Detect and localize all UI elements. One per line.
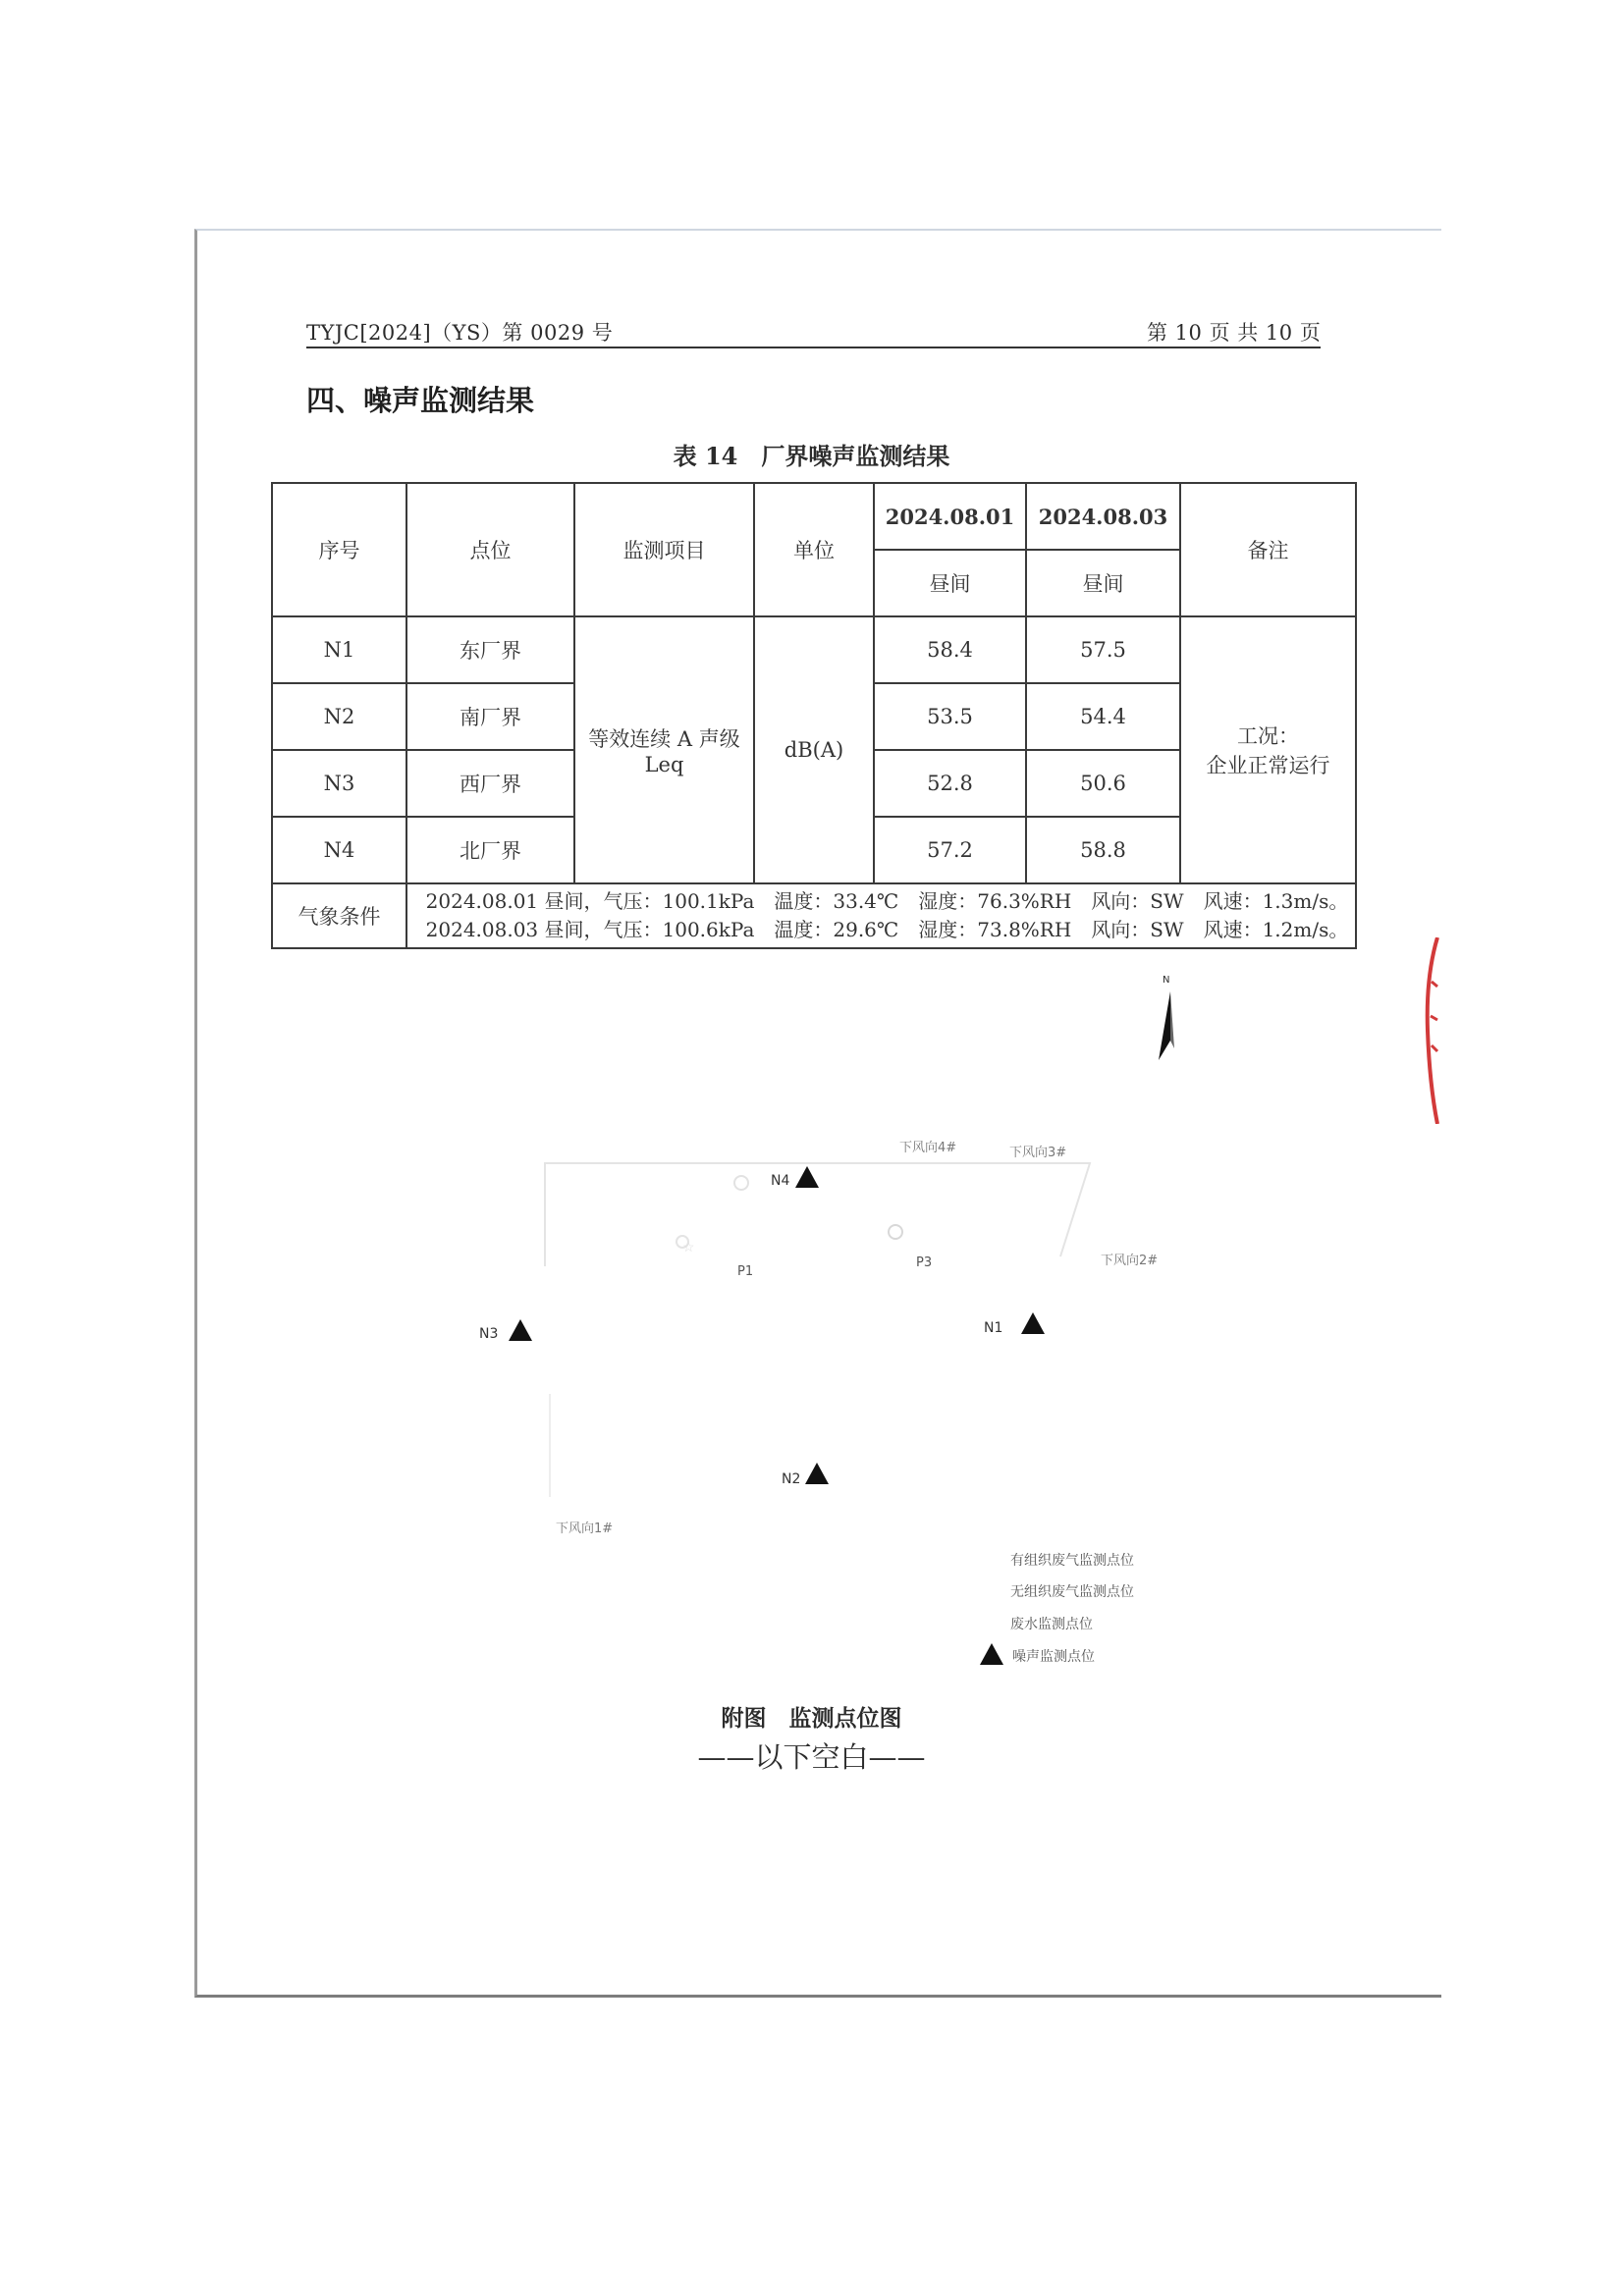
weather-label: 气象条件 [272, 883, 406, 948]
item-name: 等效连续 A 声级 [588, 727, 740, 751]
legend-unorganized-gas: 无组织废气监测点位 [1010, 1584, 1134, 1600]
col-header-point: 点位 [406, 483, 574, 616]
row-point: 东厂界 [406, 616, 574, 683]
row-value-2: 58.8 [1026, 817, 1180, 883]
table-caption: 表 14 厂界噪声监测结果 [673, 442, 950, 470]
col-header-remark: 备注 [1180, 483, 1356, 616]
north-arrow-icon [1149, 989, 1178, 1062]
blank-note: ——以下空白—— [697, 1740, 926, 1774]
row-no: N3 [272, 750, 406, 817]
row-point: 西厂界 [406, 750, 574, 817]
site-outline [535, 1148, 1100, 1512]
remark-text: 企业正常运行 [1206, 754, 1330, 777]
point-n4-label: N4 [771, 1173, 790, 1189]
row-value-1: 53.5 [874, 683, 1026, 750]
row-value-2: 54.4 [1026, 683, 1180, 750]
north-label: N [1163, 975, 1170, 986]
point-p1-label: P1 [737, 1264, 754, 1279]
noise-point-n1-icon [1021, 1312, 1045, 1334]
weather-line-2: 2024.08.03 昼间，气压：100.6kPa 温度：29.6℃ 湿度：73.8%RH 风向：SW 风速：1.2m/s。 [425, 918, 1349, 941]
col-header-item: 监测项目 [574, 483, 754, 616]
item-symbol: Leq [644, 753, 684, 776]
item-cell [574, 616, 754, 883]
row-point: 北厂界 [406, 817, 574, 883]
legend-noise: 噪声监测点位 [1012, 1649, 1095, 1665]
legend-organized-gas: 有组织废气监测点位 [1010, 1553, 1134, 1569]
point-n2-label: N2 [782, 1471, 801, 1487]
col-header-seq: 序号 [272, 483, 406, 616]
weather-cell [406, 883, 1356, 948]
row-value-1: 52.8 [874, 750, 1026, 817]
legend-noise-icon [980, 1643, 1003, 1665]
remark-label: 工况： [1237, 724, 1299, 748]
section-title: 四、噪声监测结果 [306, 384, 535, 417]
weather-line-1: 2024.08.01 昼间，气压：100.1kPa 温度：33.4℃ 湿度：76.3%RH 风向：SW 风速：1.3m/s。 [425, 889, 1349, 913]
point-p3-label: P3 [916, 1255, 933, 1270]
table-row [272, 616, 1356, 683]
legend-wastewater: 废水监测点位 [1010, 1617, 1093, 1632]
row-no: N1 [272, 616, 406, 683]
col-header-date-2: 2024.08.03 [1026, 483, 1180, 550]
col-header-date-1: 2024.08.01 [874, 483, 1026, 550]
header-rule [306, 347, 1321, 348]
noise-results-table [271, 482, 1357, 949]
figure-caption: 附图 监测点位图 [721, 1705, 902, 1732]
svg-text:☆: ☆ [682, 1240, 695, 1255]
col-header-period-1: 昼间 [874, 550, 1026, 616]
noise-point-n3-icon [509, 1319, 532, 1341]
row-value-1: 57.2 [874, 817, 1026, 883]
noise-point-n4-icon [795, 1166, 819, 1188]
seal-stamp-icon [1422, 937, 1439, 1124]
unit-cell: dB(A) [754, 616, 874, 883]
downwind-2-label: 下风向2# [1101, 1254, 1159, 1268]
row-value-1: 58.4 [874, 616, 1026, 683]
noise-point-n2-icon [805, 1463, 829, 1484]
downwind-3-label: 下风向3# [1009, 1146, 1067, 1160]
point-n3-label: N3 [479, 1326, 499, 1342]
row-point: 南厂界 [406, 683, 574, 750]
document-number: TYJC[2024]（YS）第 0029 号 [306, 321, 614, 345]
remark-cell [1180, 616, 1356, 883]
col-header-unit: 单位 [754, 483, 874, 616]
page-number: 第 10 页 共 10 页 [1147, 321, 1322, 345]
downwind-4-label: 下风向4# [899, 1141, 957, 1155]
row-value-2: 50.6 [1026, 750, 1180, 817]
downwind-1-label: 下风向1# [556, 1522, 614, 1536]
row-no: N4 [272, 817, 406, 883]
col-header-period-2: 昼间 [1026, 550, 1180, 616]
row-value-2: 57.5 [1026, 616, 1180, 683]
point-n1-label: N1 [984, 1320, 1003, 1336]
row-no: N2 [272, 683, 406, 750]
